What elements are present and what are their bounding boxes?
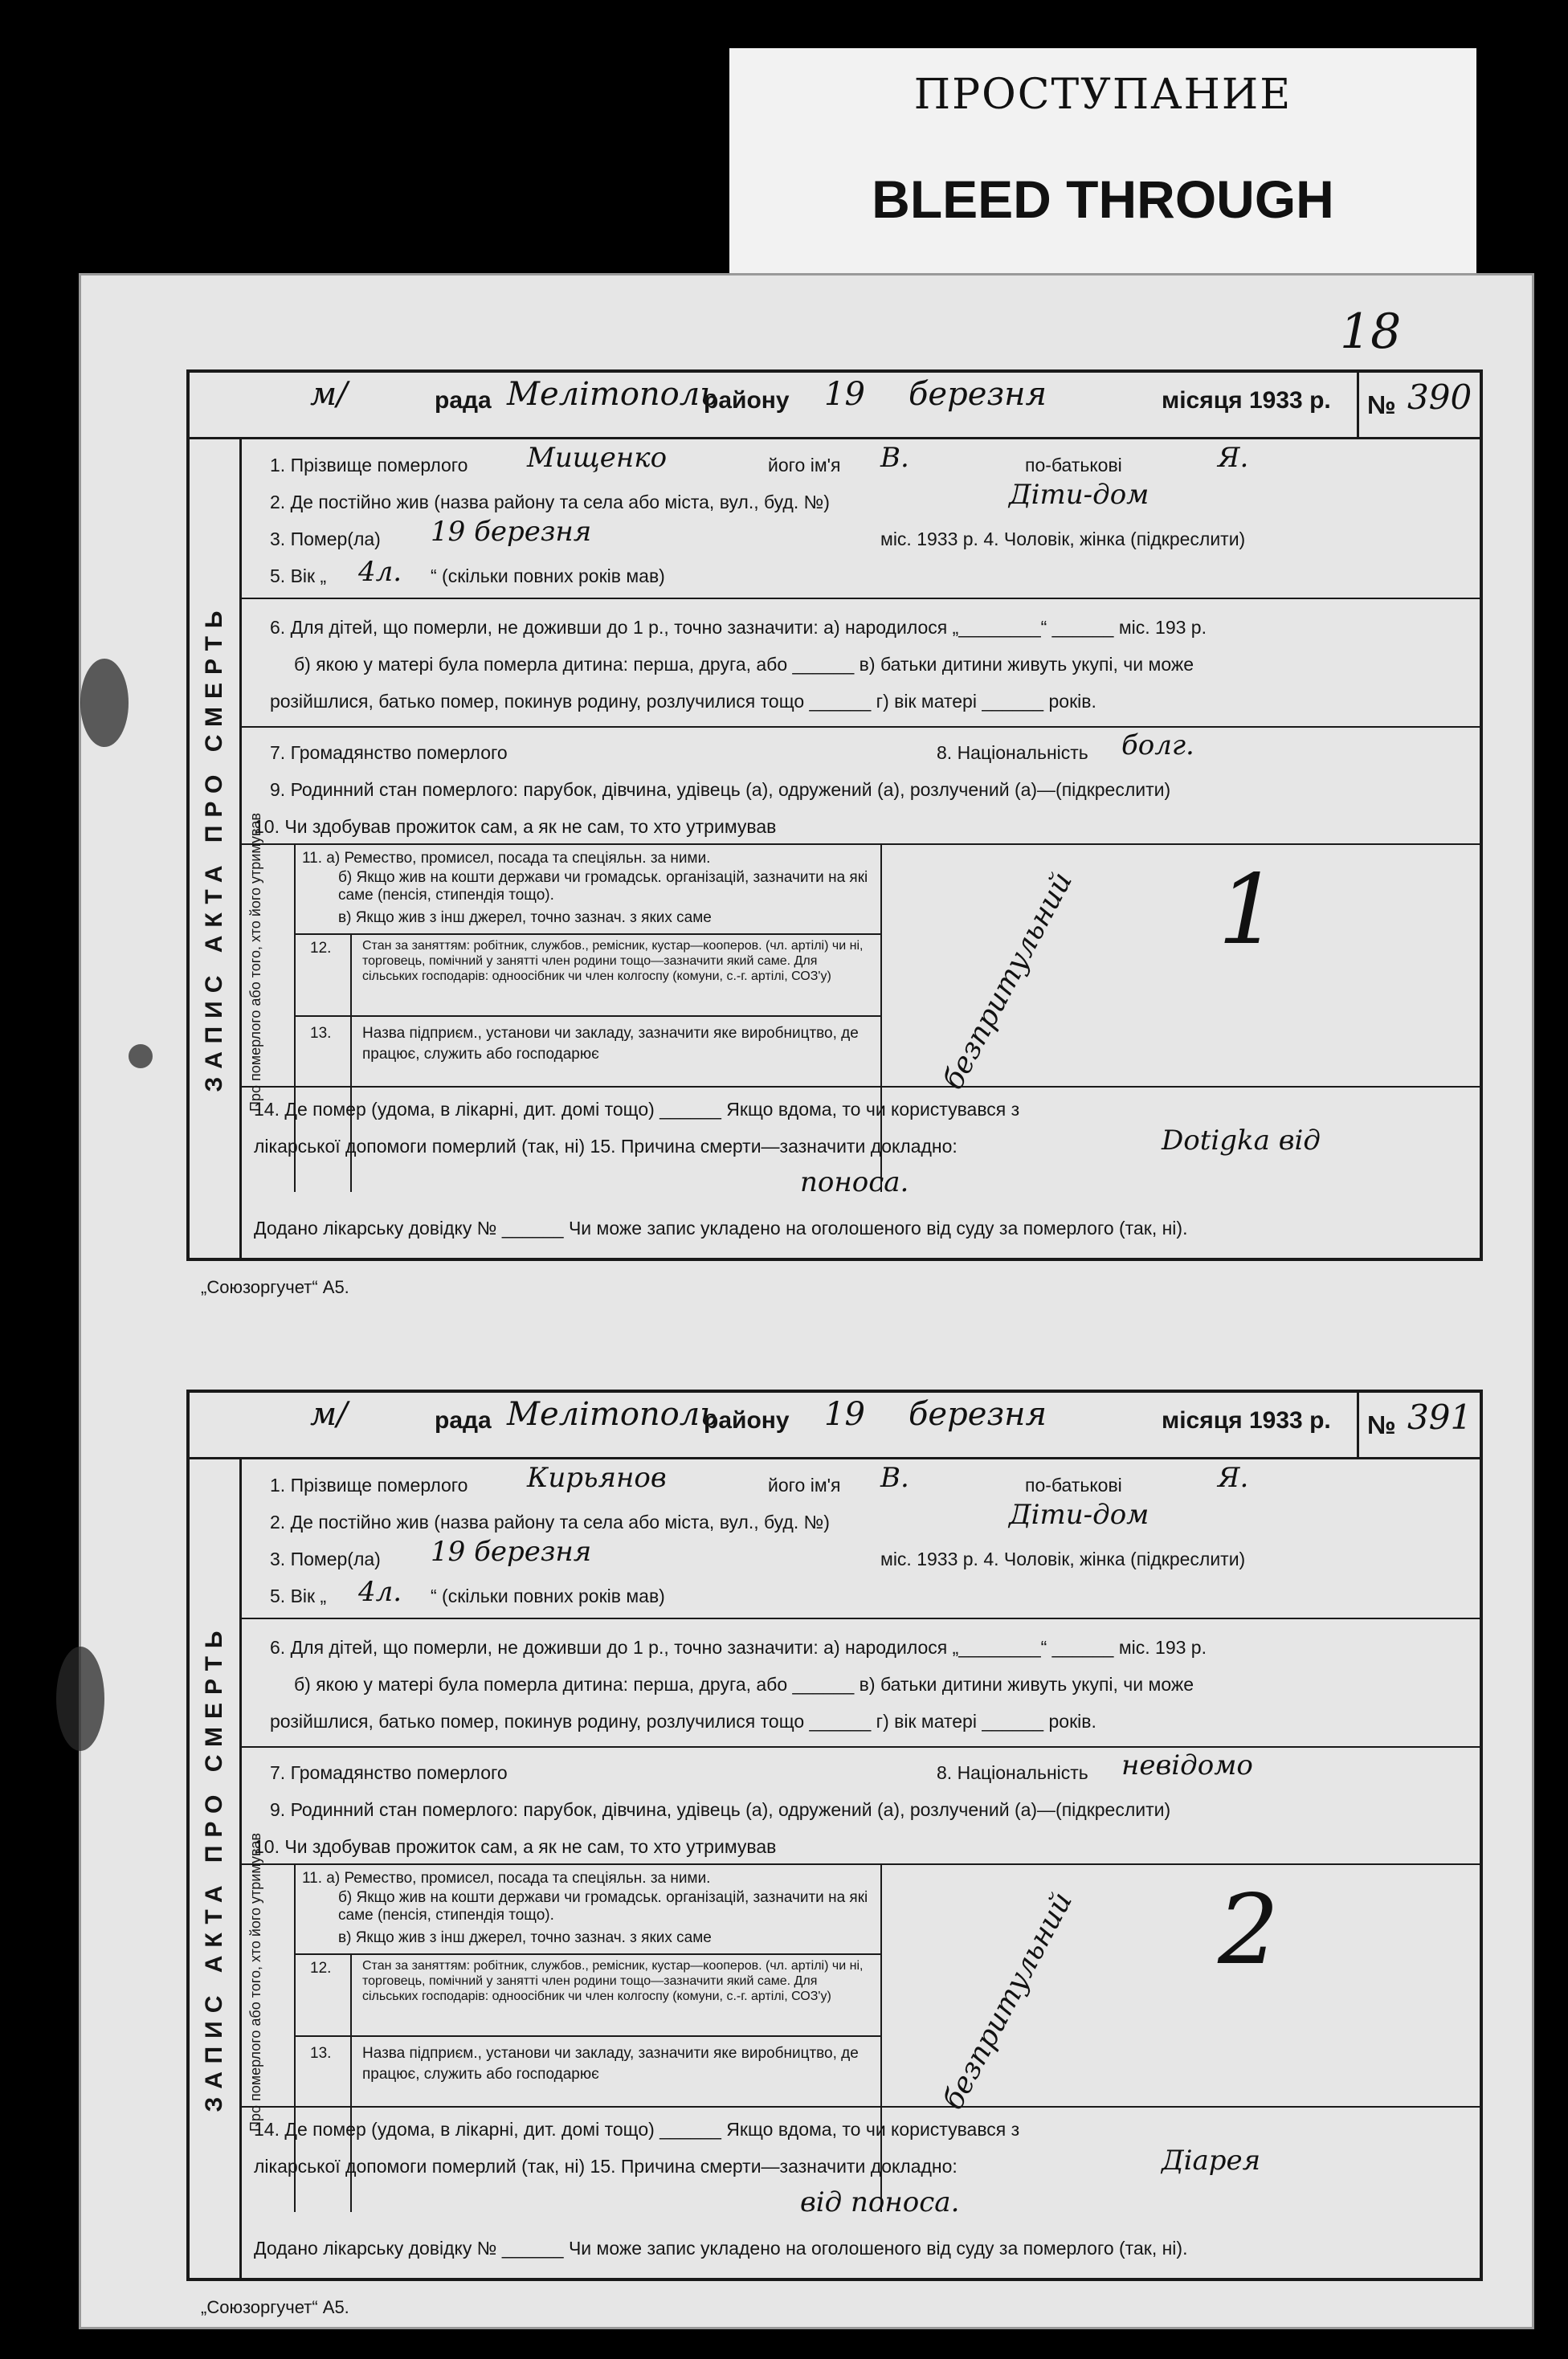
ink-stain <box>80 659 129 747</box>
field-occupation-c: в) Якщо жив з інш джерел, точно зазнач. з яких саме <box>338 1929 712 1946</box>
form-header <box>190 1393 1480 1459</box>
field-infant-b: б) якою у матері була померла дитина: перша, друга, або ______ в) батьки дитини живуть укупі, чи може <box>294 1674 1194 1695</box>
page-number: 18 <box>1340 304 1402 360</box>
divider <box>239 1086 1480 1088</box>
field-certificate: Додано лікарську довідку № ______ Чи може запис укладено на оголошеного від суду за померлого (так, ні). <box>254 2238 1188 2259</box>
field-occupation-a: 11. а) Ремество, промисел, посада та спеціяльн. за ними. <box>302 1870 711 1887</box>
divider <box>239 1618 1480 1619</box>
field-cause-value-2: від поноса. <box>800 2186 960 2218</box>
record-number: 390 <box>1407 378 1472 417</box>
vertical-note: Про померлого або того, хто його утримував <box>247 813 263 1112</box>
handwritten-count: 1 <box>1218 855 1280 966</box>
field-residence-label: 2. Де постійно жив (назва району та села або міста, вул., буд. №) <box>270 492 830 512</box>
field-infant-b: б) якою у матері була померла дитина: перша, друга, або ______ в) батьки дитини живуть укупі, чи може <box>294 654 1194 675</box>
divider <box>239 598 1480 599</box>
field-name-value: В. <box>880 442 909 474</box>
field-patronymic-label: по-батькові <box>1025 1475 1122 1496</box>
field-age-rest: “ (скільки повних років мав) <box>431 1586 665 1606</box>
field-age-value: 4л. <box>358 1576 402 1608</box>
field-certificate: Додано лікарську довідку № ______ Чи може запис укладено на оголошеного від суду за померлого (так, ні). <box>254 1218 1188 1239</box>
rada-label: рада <box>435 1407 492 1434</box>
record-number: 391 <box>1407 1398 1472 1437</box>
field-name-value: В. <box>880 1462 909 1494</box>
field-status-text: Стан за заняттям: робітник, службов., ремісник, кустар—кооперов. (чл. артілі) чи ні, торговець, помічний у занятті член родини тощо—зазначити який саме. Для сільських господарів: одноосібник чи член колгоспу (комуни, с.-г. артілі, СОЗ'у) <box>362 1959 864 2003</box>
side-title: ЗАПИС АКТА ПРО СМЕРТЬ <box>201 602 227 1092</box>
field-residence-value: Діти-дом <box>1009 1499 1149 1531</box>
field-livelihood: 10. Чи здобував прожиток сам, а як не сам, то хто утримував <box>254 816 777 837</box>
field-patronymic-value: Я. <box>1218 1462 1249 1494</box>
field-residence-value: Діти-дом <box>1009 479 1149 511</box>
handwritten-council: м/ <box>310 376 348 413</box>
ink-stain <box>129 1044 153 1068</box>
handwritten-month: березня <box>909 376 1047 413</box>
divider <box>294 933 880 935</box>
handwritten-day: 19 <box>824 376 865 413</box>
printer-footer: „Союзоргучет“ А5. <box>201 1277 349 1297</box>
field-nationality-value: болг. <box>1121 729 1194 761</box>
field-cause-value-2: поноса. <box>800 1166 909 1198</box>
field-citizenship-label: 7. Громадянство померлого <box>270 1762 508 1783</box>
field-marital-status: 9. Родинний стан померлого: парубок, дівчина, удівець (а), одружений (а), розлучений (а)—(підкреслити) <box>270 779 1171 800</box>
field-died-label: 3. Помер(ла) <box>270 529 381 549</box>
field-infant-a: 6. Для дітей, що померли, не доживши до 1 р., точно зазначити: а) народилося „________“ ______ міс. 193 р. <box>270 617 1207 638</box>
number-sign: № <box>1367 390 1396 419</box>
field-name-label: його ім'я <box>768 455 841 475</box>
label-line-en: BLEED THROUGH <box>872 169 1334 229</box>
month-year-label: місяця 1933 р. <box>1162 387 1331 414</box>
field-cause-label: лікарської допомоги померлий (так, ні) 15. Причина смерти—зазначити докладно: <box>254 1136 958 1157</box>
field-occupation-b: б) Якщо жив на кошти держави чи громадськ. організацій, зазначити на які саме (пенсія, стипендія тощо). <box>338 869 868 904</box>
divider <box>239 1863 1480 1865</box>
field-died-value: 19 березня <box>431 516 592 548</box>
field-name-label: його ім'я <box>768 1475 841 1496</box>
ink-stain <box>56 1647 104 1751</box>
field-infant-c: розійшлися, батько помер, покинув родину, розлучилися тощо ______ г) вік матері ______ років. <box>270 691 1096 712</box>
field-cause-label: лікарської допомоги померлий (так, ні) 15. Причина смерти—зазначити докладно: <box>254 2156 958 2177</box>
field-cause-value: Діарея <box>1162 2145 1261 2177</box>
field-patronymic-value: Я. <box>1218 442 1249 474</box>
field-status-text: Стан за заняттям: робітник, службов., ремісник, кустар—кооперов. (чл. артілі) чи ні, торговець, помічний у занятті член родини тощо—зазначити який саме. Для сільських господарів: одноосібник чи член колгоспу (комуни, с.-г. артілі, СОЗ'у) <box>362 939 864 983</box>
rayonu-label: району <box>704 1407 790 1434</box>
handwritten-district: Мелітополь <box>507 376 717 413</box>
vertical-note: Про померлого або того, хто його утримував <box>247 1833 263 2132</box>
field-infant-a: 6. Для дітей, що померли, не доживши до 1 р., точно зазначити: а) народилося „________“ ______ міс. 193 р. <box>270 1637 1207 1658</box>
side-title: ЗАПИС АКТА ПРО СМЕРТЬ <box>201 1622 227 2112</box>
field-nationality-label: 8. Національність <box>937 742 1088 763</box>
field-workplace-number: 13. <box>310 2045 332 2062</box>
handwritten-council: м/ <box>310 1396 348 1433</box>
field-surname-label: 1. Прізвище померлого <box>270 455 468 475</box>
death-record-form <box>186 369 1483 1261</box>
field-infant-c: розійшлися, батько помер, покинув родину, розлучилися тощо ______ г) вік матері ______ років. <box>270 1711 1096 1732</box>
field-livelihood: 10. Чи здобував прожиток сам, а як не сам, то хто утримував <box>254 1836 777 1857</box>
field-age-value: 4л. <box>358 556 402 588</box>
rayonu-label: району <box>704 387 790 414</box>
side-title-column <box>190 437 242 1258</box>
handwritten-count: 2 <box>1218 1875 1280 1986</box>
field-patronymic-label: по-батькові <box>1025 455 1122 475</box>
handwritten-month: березня <box>909 1396 1047 1433</box>
divider <box>294 1953 880 1955</box>
field-occupation-a: 11. а) Ремество, промисел, посада та спеціяльн. за ними. <box>302 850 711 867</box>
side-title-column <box>190 1457 242 2278</box>
divider <box>239 2106 1480 2108</box>
field-workplace-text: Назва підприєм., установи чи закладу, зазначити яке виробництво, де працює, служить або господарює <box>362 2045 859 2083</box>
field-nationality-value: невідомо <box>1121 1749 1253 1781</box>
divider <box>294 1015 880 1017</box>
field-died-rest: міс. 1933 р. 4. Чоловік, жінка (підкреслити) <box>880 1549 1246 1569</box>
field-workplace-number: 13. <box>310 1025 332 1042</box>
handwritten-day: 19 <box>824 1396 865 1433</box>
divider <box>294 2035 880 2037</box>
field-residence-label: 2. Де постійно жив (назва району та села або міста, вул., буд. №) <box>270 1512 830 1533</box>
month-year-label: місяця 1933 р. <box>1162 1407 1331 1434</box>
field-age-rest: “ (скільки повних років мав) <box>431 565 665 586</box>
death-record-form <box>186 1390 1483 2281</box>
handwritten-homeless: безпритульний <box>937 1887 1080 2116</box>
number-sign: № <box>1367 1410 1396 1439</box>
field-cause-value: Dotigka від <box>1162 1124 1321 1157</box>
field-nationality-label: 8. Національність <box>937 1762 1088 1783</box>
record-number-box <box>1357 1393 1480 1457</box>
field-died-value: 19 березня <box>431 1536 592 1568</box>
field-age-label: 5. Вік „ <box>270 1586 327 1606</box>
field-died-rest: міс. 1933 р. 4. Чоловік, жінка (підкреслити) <box>880 529 1246 549</box>
divider <box>239 843 1480 845</box>
record-number-box <box>1357 373 1480 437</box>
handwritten-homeless: безпритульний <box>937 867 1080 1096</box>
handwritten-district: Мелітополь <box>507 1396 717 1433</box>
field-age-label: 5. Вік „ <box>270 565 327 586</box>
field-citizenship-label: 7. Громадянство померлого <box>270 742 508 763</box>
bleed-through-label <box>729 48 1476 277</box>
printer-footer: „Союзоргучет“ А5. <box>201 2297 349 2317</box>
field-death-place: 14. Де помер (удома, в лікарні, дит. домі тощо) ______ Якщо вдома, то чи користувався з <box>254 2119 1020 2140</box>
field-workplace-text: Назва підприєм., установи чи закладу, зазначити яке виробництво, де працює, служить або господарює <box>362 1025 859 1063</box>
field-status-number: 12. <box>310 1960 332 1977</box>
field-death-place: 14. Де помер (удома, в лікарні, дит. домі тощо) ______ Якщо вдома, то чи користувався з <box>254 1099 1020 1120</box>
field-surname-value: Мищенко <box>527 442 668 474</box>
field-occupation-b: б) Якщо жив на кошти держави чи громадськ. організацій, зазначити на які саме (пенсія, стипендія тощо). <box>338 1889 868 1924</box>
field-marital-status: 9. Родинний стан померлого: парубок, дівчина, удівець (а), одружений (а), розлучений (а)—(підкреслити) <box>270 1799 1171 1820</box>
field-surname-label: 1. Прізвище померлого <box>270 1475 468 1496</box>
label-line-ru: ПРОСТУПАНИЕ <box>913 71 1292 119</box>
field-occupation-c: в) Якщо жив з інш джерел, точно зазнач. з яких саме <box>338 909 712 926</box>
rada-label: рада <box>435 387 492 414</box>
field-status-number: 12. <box>310 940 332 957</box>
field-died-label: 3. Помер(ла) <box>270 1549 381 1569</box>
form-header <box>190 373 1480 439</box>
field-surname-value: Кирьянов <box>527 1462 667 1494</box>
divider <box>239 1746 1480 1748</box>
divider <box>239 726 1480 728</box>
